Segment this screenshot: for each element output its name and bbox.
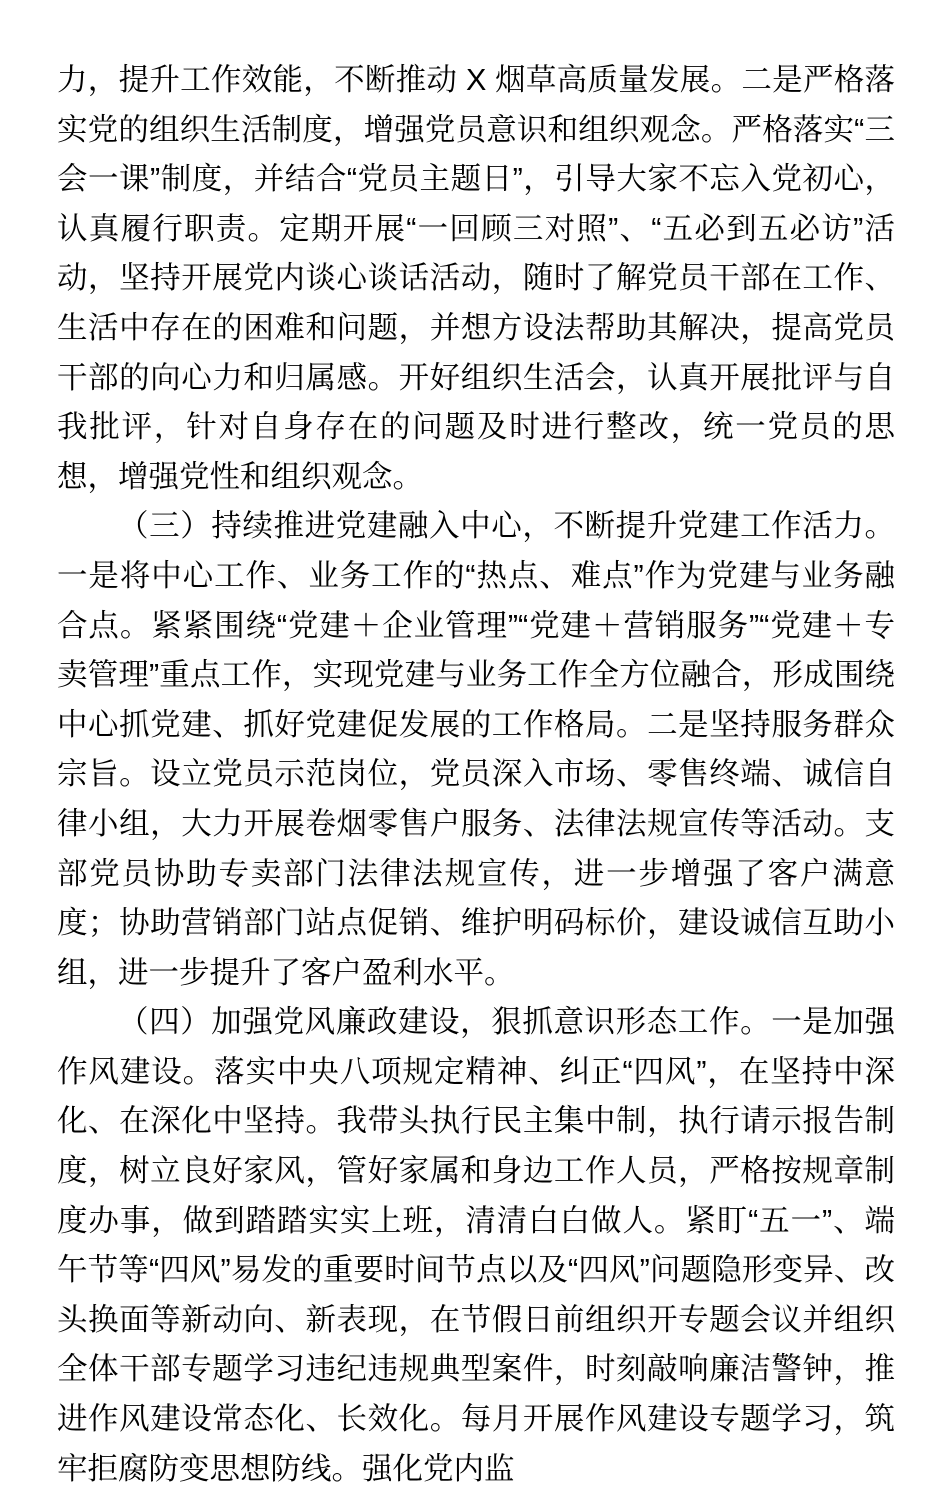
text-run: 将中心工作、业务工作的“热点、难点”作为党建与业务融合点。紧紧围绕“党建＋企业管理”“党建＋营销服务”“党建＋专卖管理”重点工作，实现党建与业务工作全方位融合，形成围绕中心抓党建、抓好党建促发展的工作格局。: [57, 558, 896, 742]
paragraph-organizational-life-system: [57, 56, 895, 502]
text-run: 坚持服务群众宗旨。设立党员示范岗位，党员深入市场、零售终端、诚信自律小组，大力开展卷烟零售户服务、法律法规宣传等活动。支部党员协助专卖部门法律法规宣传，进一步增强了客户满意度；协助营销部门站点促销、维护明码标价，建设诚信互助小组，进一步提升了客户盈利水平。: [57, 707, 896, 990]
document-body: [57, 56, 895, 1494]
bold-marker-yi-shi: 一是: [771, 1005, 834, 1040]
section-heading-three: （三）持续推进党建融入中心，不断提升党建工作活力。: [118, 509, 895, 544]
paragraph-section-four-party-conduct-integrity: [57, 998, 895, 1494]
bold-marker-yi-shi: 一是: [57, 558, 120, 593]
paragraph-section-three-party-building-integration: [57, 502, 895, 998]
text-run: 加强作风建设。落实中央八项规定精神、纠正“四风”，在坚持中深化、在深化中坚持。我带头执行民主集中制，执行请示报告制度，树立良好家风，管好家属和身边工作人员，严格按规章制度办事，做到踏踏实实上班，清清白白做人。紧盯“五一”、端午节等“四风”易发的重要时间节点以及“四风”问题隐形变异、改头换面等新动向、新表现，在节假日前组织开专题会议并组织全体干部专题学习违纪违规典型案件，时刻敲响廉洁警钟，推进作风建设常态化、长效化。每月开展作风建设专题学习，筑牢拒腐防变思想防线。强化党内监: [57, 1005, 896, 1486]
section-heading-four: （四）加强党风廉政建设，狠抓意识形态工作。: [118, 1005, 772, 1040]
bold-marker-er-shi: 二是: [741, 63, 803, 97]
text-run: 力，提升工作效能，不断推动 X 烟草高质量发展。: [57, 63, 742, 97]
text-run: 严格落实党的组织生活制度，增强党员意识和组织观念。严格落实“三会一课”制度，并结合“党员主题日”，引导大家不忘入党初心，认真履行职责。定期开展“一回顾三对照”、“五必到五必访”活动，坚持开展党内谈心谈话活动，随时了解党员干部在工作、生活中存在的困难和问题，并想方设法帮助其解决，提高党员干部的向心力和归属感。开好组织生活会，认真开展批评与自我批评，针对自身存在的问题及时进行整改，统一党员的思想，增强党性和组织观念。: [57, 63, 896, 494]
bold-marker-er-shi: 二是: [647, 707, 710, 742]
